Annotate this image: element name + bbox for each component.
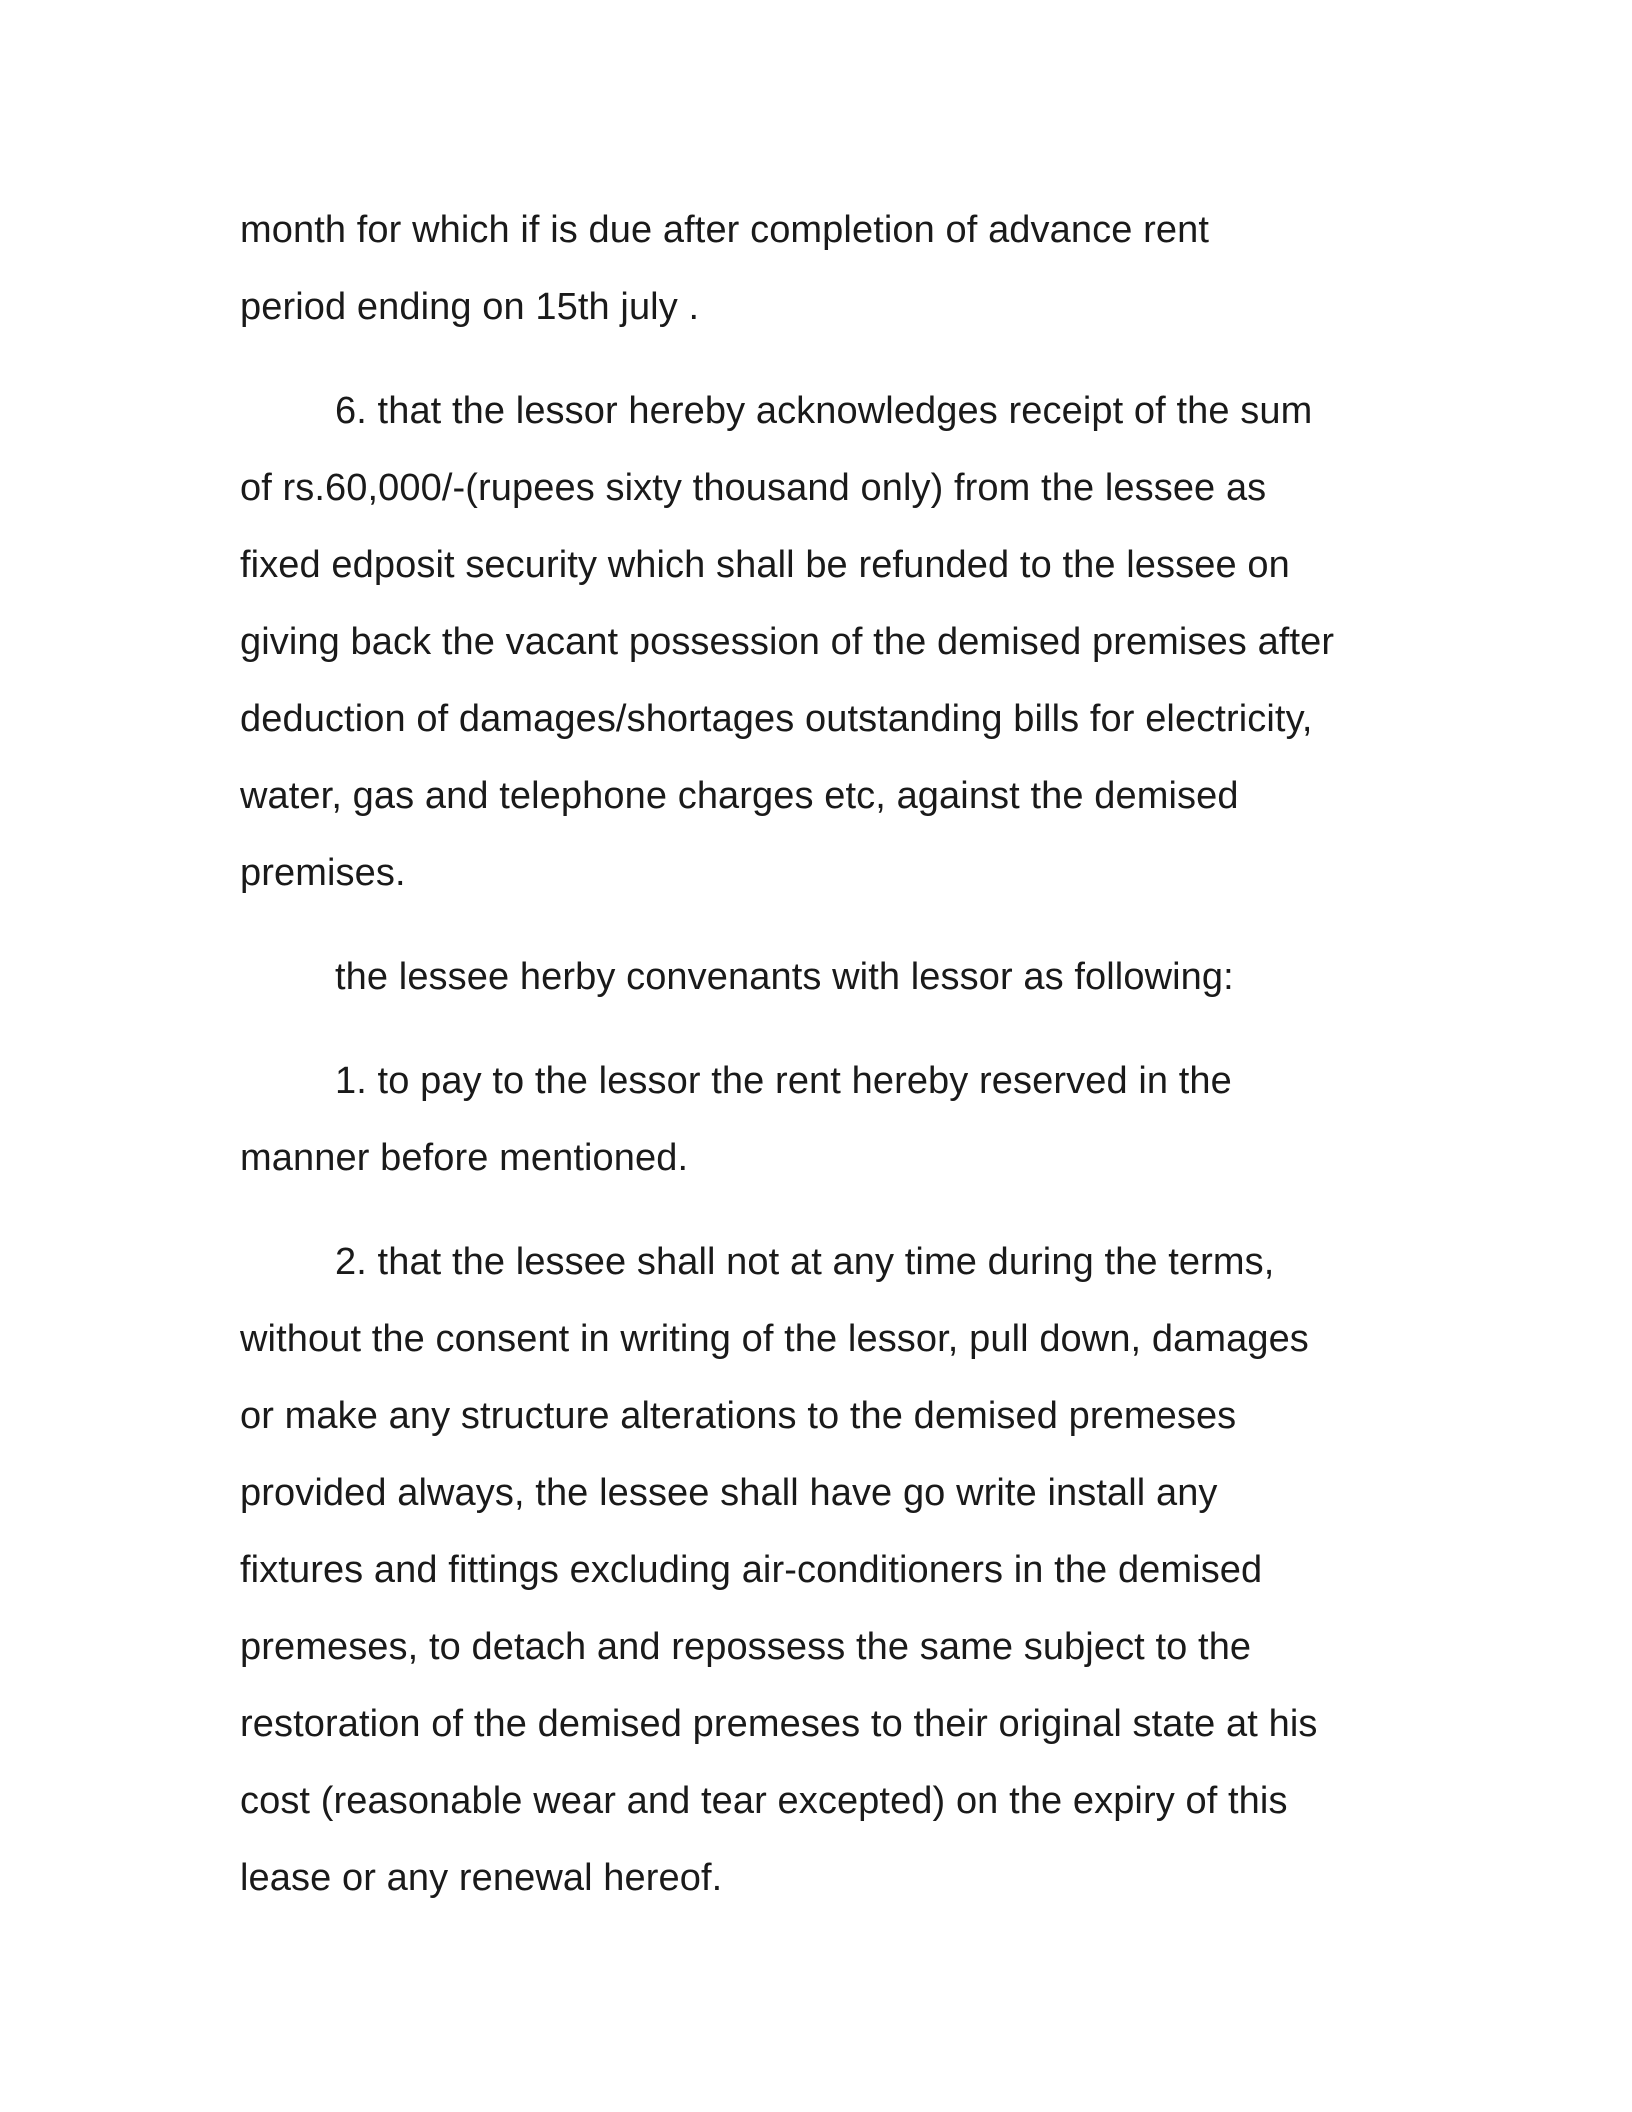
paragraph-covenant-1-pay-rent: 1. to pay to the lessor the rent hereby reserved in the manner before mentioned. [240,1060,1232,1179]
paragraph-clause-6-security-deposit: 6. that the lessor hereby acknowledges receipt of the sum of rs.60,000/-(rupees sixty thousand only) from the lessee as fixed edposit security which shall be refunded to the lessee on giving back the vacant possession of the demised premises after deduction of damages/shortages outstanding bills for electricity, water, gas and telephone charges etc, against the demised premises. [240,390,1335,894]
paragraph-continuation-advance-rent: month for which if is due after completion of advance rent period ending on 15th july . [240,209,1209,328]
paragraph-covenant-2-alterations: 2. that the lessee shall not at any time during the terms, without the consent in writing of the lessor, pull down, damages or make any structure alterations to the demised premeses provided always, the lessee shall have go write install any fixtures and fittings excluding air-conditioners in the demised premeses, to detach and repossess the same subject to the restoration of the demised premeses to their original state at his cost (reasonable wear and tear excepted) on the expiry of this lease or any renewal hereof. [240,1241,1318,1899]
paragraph-lessee-covenants-intro: the lessee herby convenants with lessor as following: [335,956,1234,998]
document-body [240,192,1410,1944]
